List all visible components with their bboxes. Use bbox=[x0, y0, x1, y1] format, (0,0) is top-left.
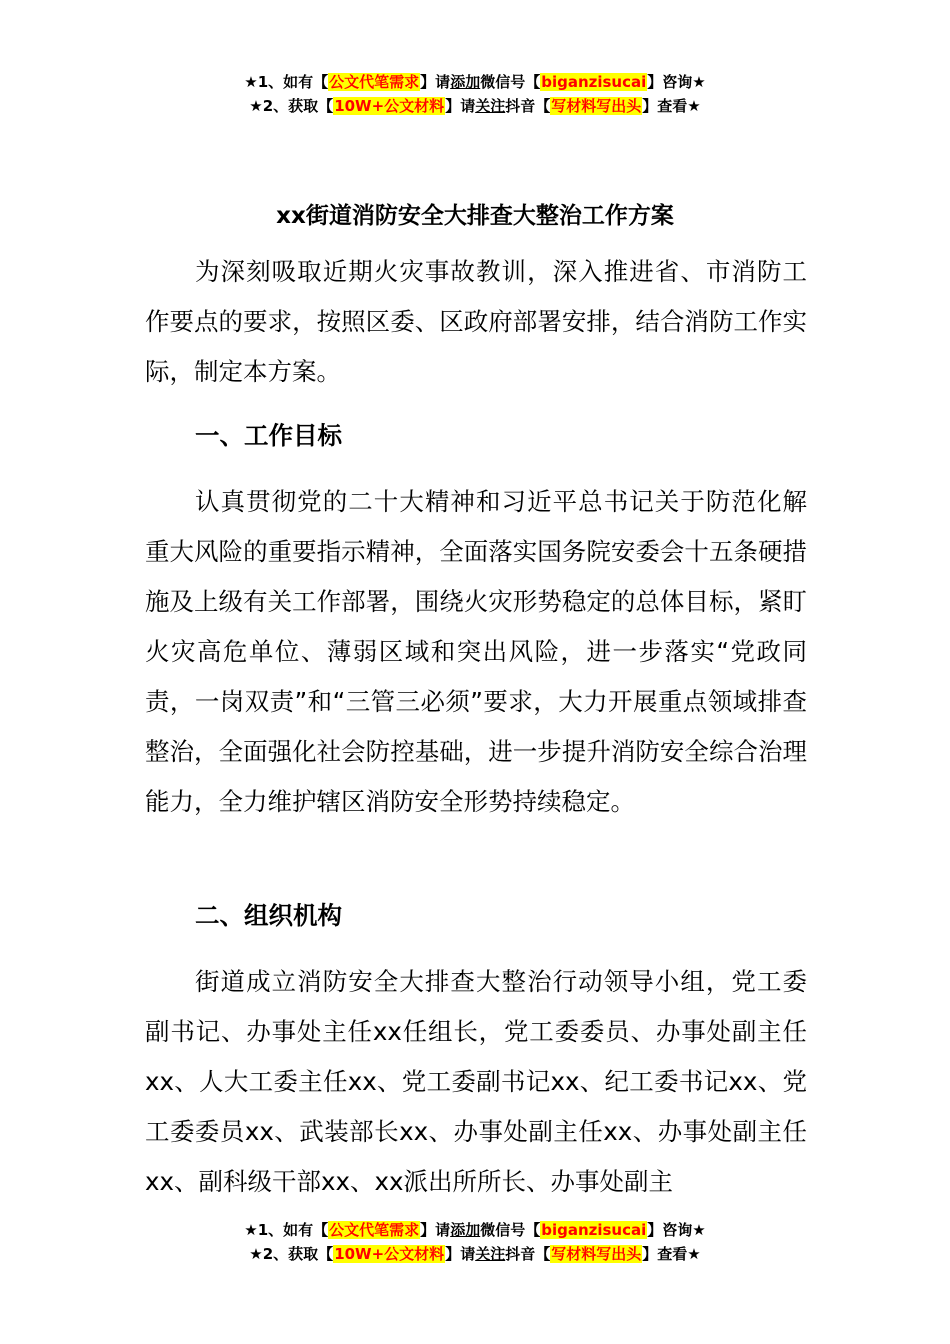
promo-highlight: 10W+公文材料 bbox=[334, 97, 445, 115]
promo-text: 抖音【 bbox=[505, 1245, 551, 1263]
promo-highlight: 公文代笔需求 bbox=[329, 1221, 420, 1239]
promo-text: 】请 bbox=[420, 1221, 451, 1239]
section-2-body: 街道成立消防安全大排查大整治行动领导小组，党工委副书记、办事处主任xx任组长，党工委委员、办事处副主任xx、人大工委主任xx、党工委副书记xx、纪工委书记xx、党工委委员xx、武装部长xx、办事处副主任xx、办事处副主任xx、副科级干部xx、xx派出所所长、办事处副主 bbox=[145, 967, 807, 1196]
footer-promo-banner bbox=[0, 1218, 950, 1266]
promo-text: 】请 bbox=[445, 1245, 476, 1263]
promo-line-2 bbox=[0, 1242, 950, 1266]
promo-text: 】查看★ bbox=[642, 1245, 701, 1263]
promo-underline: 关注 bbox=[475, 97, 506, 115]
promo-text: 】咨询★ bbox=[647, 1221, 706, 1239]
promo-text: 抖音【 bbox=[505, 97, 551, 115]
promo-text: 】请 bbox=[445, 97, 476, 115]
promo-text: ★1、如有【 bbox=[244, 73, 329, 91]
promo-text: 】查看★ bbox=[642, 97, 701, 115]
promo-text: 】请 bbox=[420, 73, 451, 91]
header-promo-banner bbox=[0, 70, 950, 118]
promo-highlight: 写材料写出头 bbox=[551, 97, 642, 115]
promo-line-2 bbox=[0, 94, 950, 118]
promo-text: ★2、获取【 bbox=[249, 1245, 334, 1263]
promo-highlight: biganzisucai bbox=[541, 1221, 647, 1239]
promo-highlight: biganzisucai bbox=[541, 73, 647, 91]
promo-text: ★1、如有【 bbox=[244, 1221, 329, 1239]
document-title: xx街道消防安全大排查大整治工作方案 bbox=[276, 203, 674, 229]
promo-underline: 添加 bbox=[450, 1221, 481, 1239]
promo-text: 】咨询★ bbox=[647, 73, 706, 91]
promo-line-1 bbox=[0, 70, 950, 94]
promo-highlight: 10W+公文材料 bbox=[334, 1245, 445, 1263]
intro-paragraph: 为深刻吸取近期火灾事故教训，深入推进省、市消防工作要点的要求，按照区委、区政府部署安排，结合消防工作实际，制定本方案。 bbox=[145, 257, 807, 386]
section-1-body: 认真贯彻党的二十大精神和习近平总书记关于防范化解重大风险的重要指示精神，全面落实国务院安委会十五条硬措施及上级有关工作部署，围绕火灾形势稳定的总体目标，紧盯火灾高危单位、薄弱区域和突出风险，进一步落实“党政同责，一岗双责”和“三管三必须”要求，大力开展重点领域排查整治，全面强化社会防控基础，进一步提升消防安全综合治理能力，全力维护辖区消防安全形势持续稳定。 bbox=[145, 487, 807, 816]
promo-text: 微信号【 bbox=[480, 1221, 541, 1239]
promo-text: ★2、获取【 bbox=[249, 97, 334, 115]
promo-line-1 bbox=[0, 1218, 950, 1242]
promo-underline: 添加 bbox=[450, 73, 481, 91]
promo-text: 微信号【 bbox=[480, 73, 541, 91]
promo-highlight: 写材料写出头 bbox=[551, 1245, 642, 1263]
promo-highlight: 公文代笔需求 bbox=[329, 73, 420, 91]
section-1-heading: 一、工作目标 bbox=[195, 421, 342, 450]
promo-underline: 关注 bbox=[475, 1245, 506, 1263]
section-2-heading: 二、组织机构 bbox=[195, 901, 342, 930]
